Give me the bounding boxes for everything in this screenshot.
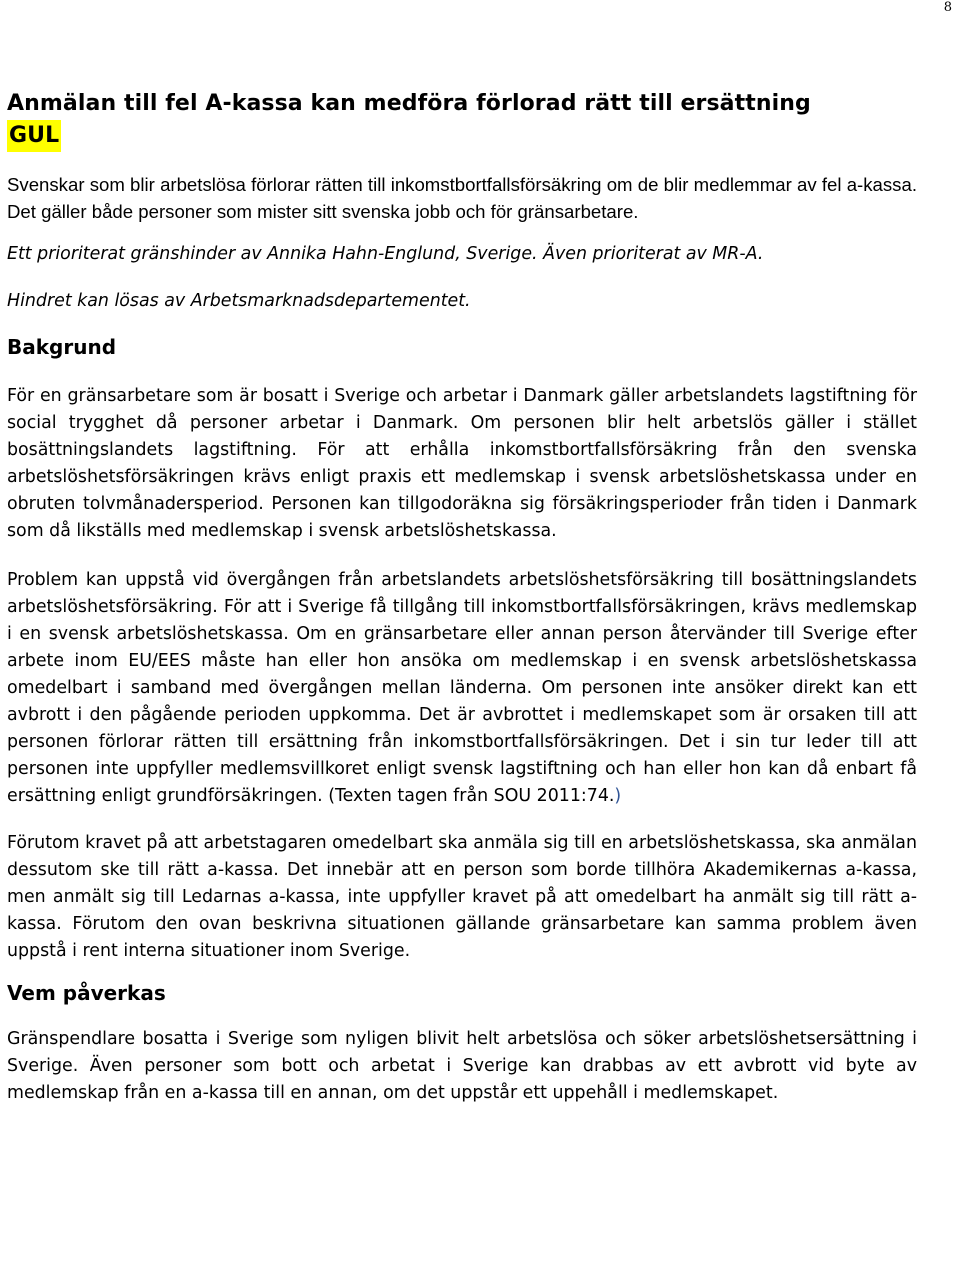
affected-paragraph: Gränspendlare bosatta i Sverige som nyligen blivit helt arbetslösa och söker arbetslöshetsersättning i Sverige. Även personer som bott och arbetat i Sverige kan drabbas av ett avbrott vid byte av medlemskap från en a-kassa till en annan, om det uppstår ett uppehåll i medlemskapet. — [7, 1029, 917, 1103]
section-heading-background: Bakgrund — [7, 335, 117, 359]
solver-note: Hindret kan lösas av Arbetsmarknadsdepartementet. — [7, 291, 471, 311]
background-paragraph-3: Förutom kravet på att arbetstagaren omedelbart ska anmäla sig till en arbetslöshetskassa, ska anmälan dessutom ske till rätt a-kassa. Det innebär att en person som borde tillhöra Akademikernas a-kassa, men anmält sig till Ledarnas a-kassa, inte uppfyller kravet på att omedelbart ha anmält sig till rätt a-kassa. Förutom den ovan beskrivna situationen gällande gränsarbetare kan samma problem även uppstå i rent interna situationer inom Sverige. — [7, 833, 917, 961]
background-paragraph-1: För en gränsarbetare som är bosatt i Sverige och arbetar i Danmark gäller arbetslandets lagstiftning för social trygghet då personer arbetar i Danmark. Om personen blir helt arbetslös gäller i stället bosättningslandets lagstiftning. För att erhålla inkomstbortfallsförsäkring från den svenska arbetslöshetsförsäkringen krävs enligt praxis ett medlemskap i svensk arbetslöshetskassa under en obruten tolvmånadersperiod. Personen kan tillgodoräkna sig försäkringsperioder från tiden i Danmark som då likställs med medlemskap i svensk arbetslöshetskassa. — [7, 386, 917, 541]
page-number: 8 — [943, 0, 952, 15]
background-paragraph-2 — [7, 567, 917, 810]
background-paragraph-2-text: Problem kan uppstå vid övergången från arbetslandets arbetslöshetsförsäkring till bosättningslandets arbetslöshetsförsäkring. För att i Sverige få tillgång till inkomstbortfallsförsäkringen, krävs medlemskap i en svensk arbetslöshetskassa. Om en gränsarbetare eller annan person återvänder till Sverige efter arbete inom EU/EES måste han eller hon ansöka om medlemskap i en svensk arbetslöshetskassa omedelbart i samband med övergången mellan länderna. Om personen inte ansöker direkt kan ett avbrott i den pågående perioden uppkomma. Det är avbrottet i medlemskapet som är orsaken till att personen förlorar rätten till ersättning från inkomstbortfallsförsäkringen. Det i sin tur leder till att personen inte uppfyller medlemsvillkoret enligt svensk lagstiftning och han eller hon kan då enbart få ersättning enligt grundförsäkringen. (Texten tagen från SOU 2011:74. — [7, 570, 917, 806]
title-text: Anmälan till fel A-kassa kan medföra förlorad rätt till ersättning — [7, 91, 811, 116]
page-title — [7, 88, 917, 152]
section-heading-affected: Vem påverkas — [7, 981, 166, 1005]
closing-parenthesis: ) — [614, 786, 622, 806]
priority-note: Ett prioriterat gränshinder av Annika Hahn-Englund, Sverige. Även prioriterat av MR-A. — [7, 244, 764, 264]
priority-color-badge: GUL — [7, 120, 61, 152]
lead-paragraph: Svenskar som blir arbetslösa förlorar rätten till inkomstbortfallsförsäkring om de blir medlemmar av fel a-kassa. Det gäller både personer som mister sitt svenska jobb och för gränsarbetare. — [7, 174, 917, 222]
document-body — [7, 88, 917, 1107]
